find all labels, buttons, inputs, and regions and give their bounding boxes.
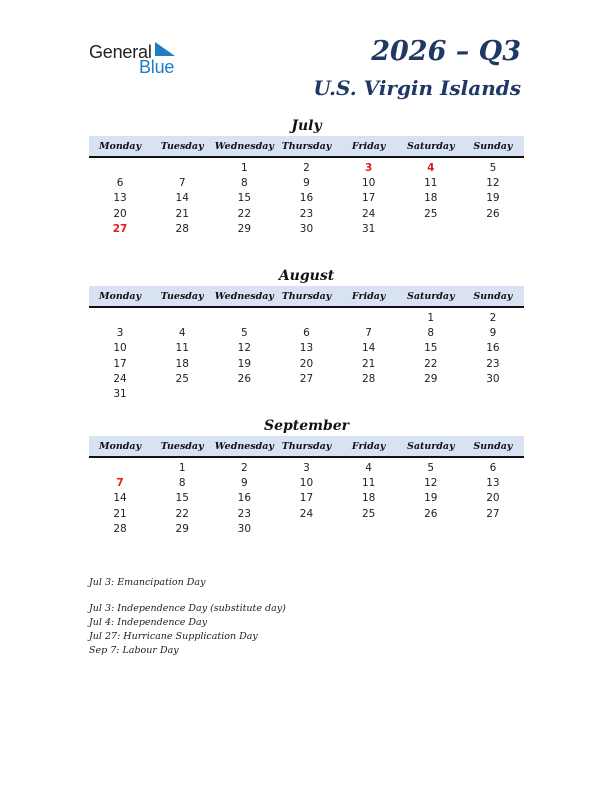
day-cell: 11 bbox=[424, 177, 438, 190]
weekday-label: Thursday bbox=[281, 140, 332, 152]
day-cell: 17 bbox=[361, 192, 376, 205]
day-cell: 24 bbox=[113, 372, 127, 385]
holiday-note: Jul 3: Independence Day (substitute day) bbox=[89, 603, 286, 614]
empty-day-cell bbox=[338, 522, 400, 537]
empty-day-cell bbox=[400, 522, 462, 537]
day-cell: 28 bbox=[361, 372, 376, 385]
day-cell: 29 bbox=[175, 522, 189, 535]
day-cell: 7 bbox=[365, 327, 372, 340]
day-cell: 18 bbox=[424, 192, 438, 205]
weekday-label: Saturday bbox=[406, 440, 455, 452]
day-cell: 21 bbox=[175, 207, 189, 220]
weekday-label: Friday bbox=[351, 290, 386, 302]
day-cell: 31 bbox=[361, 222, 376, 235]
day-cell: 14 bbox=[175, 192, 189, 205]
weekday-label: Sunday bbox=[473, 440, 513, 452]
holiday-note: Jul 4: Independence Day bbox=[89, 617, 208, 628]
weekday-label: Tuesday bbox=[160, 440, 204, 452]
day-cell: 18 bbox=[175, 357, 189, 370]
day-cell: 6 bbox=[116, 177, 124, 190]
day-cell: 11 bbox=[361, 477, 376, 490]
empty-day-cell bbox=[89, 461, 151, 476]
day-cell: 2 bbox=[489, 312, 497, 324]
month-name: July bbox=[291, 118, 322, 134]
day-cell: 22 bbox=[175, 507, 189, 520]
day-cell: 17 bbox=[113, 357, 127, 370]
page-subtitle: U.S. Virgin Islands bbox=[313, 76, 521, 100]
empty-day-cell bbox=[151, 161, 213, 176]
empty-day-cell bbox=[400, 222, 462, 237]
month-name: August bbox=[278, 268, 335, 284]
day-cell: 25 bbox=[424, 207, 438, 220]
empty-day-cell bbox=[151, 387, 213, 402]
weekday-label: Monday bbox=[99, 290, 142, 302]
day-cell: 13 bbox=[486, 477, 500, 490]
day-cell: 17 bbox=[299, 492, 314, 505]
day-cell: 13 bbox=[113, 192, 127, 205]
day-cell: 3 bbox=[116, 327, 124, 340]
day-cell: 20 bbox=[486, 492, 500, 505]
day-cell: 9 bbox=[303, 177, 310, 190]
day-cell: 7 bbox=[116, 477, 124, 490]
month-july bbox=[89, 116, 524, 237]
weekday-header bbox=[89, 286, 524, 308]
day-cell: 21 bbox=[361, 357, 376, 370]
holiday-note: Jul 3: Emancipation Day bbox=[89, 577, 206, 588]
logo bbox=[89, 40, 189, 76]
day-cell: 13 bbox=[299, 342, 314, 355]
day-cell: 16 bbox=[299, 192, 314, 205]
day-cell: 29 bbox=[424, 372, 438, 385]
weekday-label: Friday bbox=[351, 140, 386, 152]
day-cell: 8 bbox=[427, 327, 435, 340]
weekday-header bbox=[89, 436, 524, 458]
day-cell: 12 bbox=[424, 477, 438, 490]
weekday-label: Tuesday bbox=[160, 140, 204, 152]
day-cell: 6 bbox=[303, 327, 310, 340]
day-cell: 25 bbox=[361, 507, 376, 520]
holiday-note: Jul 27: Hurricane Supplication Day bbox=[89, 631, 258, 642]
day-cell: 10 bbox=[113, 342, 127, 355]
day-cell: 26 bbox=[486, 207, 500, 220]
day-cell: 30 bbox=[237, 522, 252, 535]
day-cell: 8 bbox=[178, 477, 186, 490]
day-cell: 14 bbox=[361, 342, 376, 355]
day-cell: 11 bbox=[175, 342, 189, 355]
empty-day-cell bbox=[400, 387, 462, 402]
empty-day-cell bbox=[275, 522, 337, 537]
day-cell: 12 bbox=[237, 342, 252, 355]
day-cell: 19 bbox=[424, 492, 438, 505]
day-cell: 31 bbox=[113, 387, 127, 400]
day-cell: 3 bbox=[364, 162, 373, 174]
empty-day-cell bbox=[338, 387, 400, 402]
weekday-label: Friday bbox=[351, 440, 386, 452]
day-grid bbox=[89, 161, 524, 237]
day-cell: 18 bbox=[361, 492, 376, 505]
day-cell: 24 bbox=[299, 507, 314, 520]
day-cell: 4 bbox=[365, 462, 372, 474]
empty-day-cell bbox=[462, 522, 524, 537]
day-cell: 20 bbox=[299, 357, 314, 370]
weekday-label: Wednesday bbox=[214, 140, 274, 152]
day-cell: 28 bbox=[175, 222, 189, 235]
holiday-note: Sep 7: Labour Day bbox=[89, 645, 179, 656]
day-cell: 16 bbox=[486, 342, 500, 355]
day-cell: 27 bbox=[112, 222, 128, 235]
day-cell: 30 bbox=[299, 222, 314, 235]
day-cell: 20 bbox=[113, 207, 127, 220]
empty-day-cell bbox=[462, 222, 524, 237]
empty-day-cell bbox=[275, 311, 337, 326]
day-cell: 6 bbox=[489, 462, 497, 474]
day-cell: 21 bbox=[113, 507, 127, 520]
holiday-notes bbox=[89, 576, 286, 658]
day-cell: 9 bbox=[489, 327, 497, 340]
day-cell: 24 bbox=[361, 207, 376, 220]
day-cell: 1 bbox=[241, 162, 248, 174]
day-cell: 7 bbox=[178, 177, 186, 190]
weekday-label: Wednesday bbox=[214, 290, 274, 302]
weekday-label: Monday bbox=[99, 140, 142, 152]
day-cell: 25 bbox=[175, 372, 189, 385]
weekday-label: Saturday bbox=[406, 290, 455, 302]
day-cell: 27 bbox=[486, 507, 500, 520]
day-cell: 26 bbox=[237, 372, 252, 385]
empty-day-cell bbox=[213, 387, 275, 402]
logo-triangle-icon bbox=[155, 42, 177, 58]
day-cell: 15 bbox=[237, 192, 252, 205]
empty-day-cell bbox=[89, 311, 151, 326]
weekday-label: Thursday bbox=[281, 440, 332, 452]
empty-day-cell bbox=[89, 161, 151, 176]
weekday-header bbox=[89, 136, 524, 158]
day-cell: 14 bbox=[113, 492, 127, 505]
day-cell: 5 bbox=[427, 462, 435, 474]
empty-day-cell bbox=[462, 387, 524, 402]
day-cell: 27 bbox=[299, 372, 314, 385]
day-grid bbox=[89, 461, 524, 537]
day-cell: 29 bbox=[237, 222, 252, 235]
weekday-label: Monday bbox=[99, 440, 142, 452]
day-cell: 16 bbox=[237, 492, 252, 505]
day-cell: 10 bbox=[299, 477, 314, 490]
month-september bbox=[89, 416, 524, 537]
day-cell: 22 bbox=[237, 207, 252, 220]
day-cell: 15 bbox=[175, 492, 189, 505]
weekday-label: Tuesday bbox=[160, 290, 204, 302]
day-cell: 15 bbox=[424, 342, 438, 355]
day-cell: 4 bbox=[427, 162, 435, 174]
day-cell: 23 bbox=[486, 357, 500, 370]
day-cell: 19 bbox=[486, 192, 500, 205]
day-cell: 26 bbox=[424, 507, 438, 520]
weekday-label: Sunday bbox=[473, 290, 513, 302]
day-cell: 1 bbox=[427, 312, 435, 324]
day-cell: 10 bbox=[361, 177, 376, 190]
day-cell: 22 bbox=[424, 357, 438, 370]
day-cell: 30 bbox=[486, 372, 500, 385]
day-cell: 2 bbox=[241, 462, 248, 474]
empty-day-cell bbox=[213, 311, 275, 326]
weekday-label: Sunday bbox=[473, 140, 513, 152]
weekday-label: Wednesday bbox=[214, 440, 274, 452]
day-cell: 12 bbox=[486, 177, 500, 190]
month-august bbox=[89, 266, 524, 402]
day-cell: 5 bbox=[241, 327, 248, 340]
day-cell: 23 bbox=[237, 507, 252, 520]
month-name: September bbox=[263, 418, 350, 434]
empty-day-cell bbox=[338, 311, 400, 326]
weekday-label: Saturday bbox=[406, 140, 455, 152]
day-cell: 2 bbox=[303, 162, 310, 174]
page-title: 2026 – Q3 bbox=[371, 36, 521, 67]
day-cell: 5 bbox=[489, 162, 497, 174]
logo-blue-text: Blue bbox=[139, 57, 175, 77]
day-grid bbox=[89, 311, 524, 402]
empty-day-cell bbox=[151, 311, 213, 326]
day-cell: 28 bbox=[113, 522, 127, 535]
empty-day-cell bbox=[275, 387, 337, 402]
logo-general-text: General bbox=[89, 42, 152, 62]
day-cell: 3 bbox=[303, 462, 310, 474]
weekday-label: Thursday bbox=[281, 290, 332, 302]
day-cell: 19 bbox=[237, 357, 252, 370]
day-cell: 4 bbox=[178, 327, 186, 340]
day-cell: 23 bbox=[299, 207, 314, 220]
day-cell: 8 bbox=[241, 177, 248, 190]
day-cell: 9 bbox=[241, 477, 248, 490]
day-cell: 1 bbox=[178, 462, 186, 474]
